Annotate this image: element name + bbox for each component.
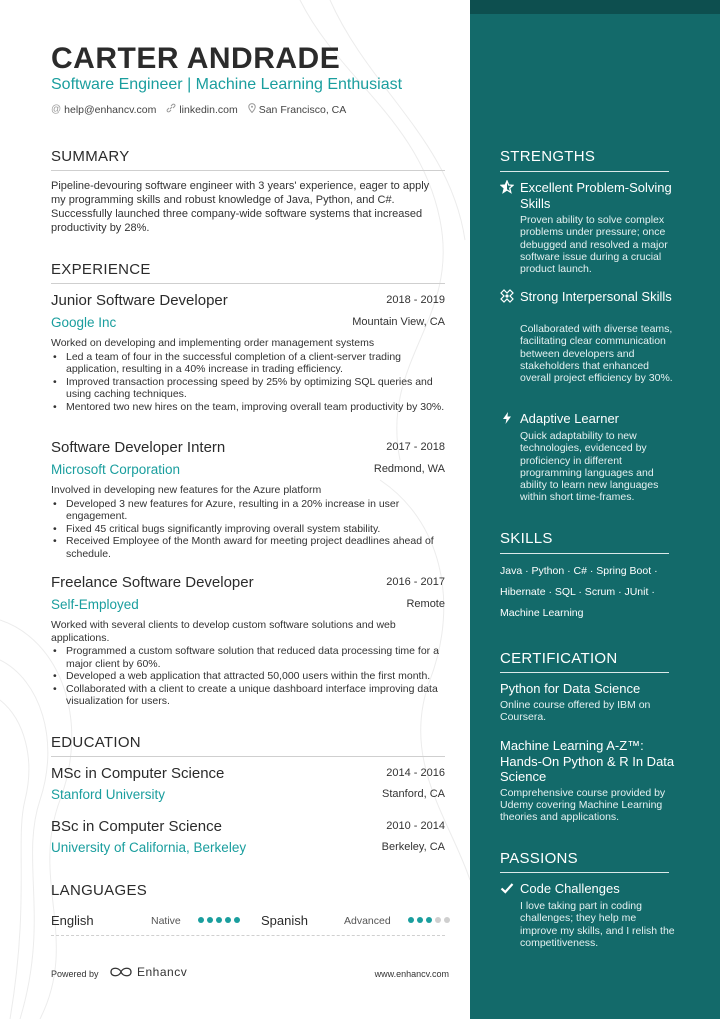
edu-dates: 2014 - 2016 bbox=[386, 767, 445, 779]
job-description bbox=[51, 619, 445, 708]
proficiency-dot-filled bbox=[426, 917, 432, 923]
sidebar-top-band bbox=[470, 0, 720, 14]
proficiency-dot-filled bbox=[216, 917, 222, 923]
job-entry bbox=[51, 574, 445, 707]
certification-title: Machine Learning A-Z™: Hands-On Python & R In Data Science bbox=[500, 738, 675, 784]
job-role: Freelance Software Developer bbox=[51, 574, 254, 591]
language-divider bbox=[51, 935, 445, 936]
job-dates: 2018 - 2019 bbox=[386, 294, 445, 306]
job-bullet: • Collaborated with a client to create a unique dashboard interface improving data visualization for users. bbox=[51, 683, 445, 708]
certification-item bbox=[500, 681, 675, 723]
skills-line: Machine Learning bbox=[500, 607, 584, 619]
enhancv-brand-text: Enhancv bbox=[137, 965, 188, 979]
lightning-icon bbox=[500, 411, 514, 425]
education-divider bbox=[51, 756, 445, 757]
strength-description: Collaborated with diverse teams, facilitating clear communication between developers and stakeholders that enhanced overall project efficiency by 30%. bbox=[520, 323, 673, 385]
proficiency-dot-filled bbox=[225, 917, 231, 923]
job-bullets bbox=[51, 498, 445, 561]
languages-heading: LANGUAGES bbox=[51, 882, 148, 899]
job-summary: Involved in developing new features for the Azure platform bbox=[51, 484, 322, 496]
job-company: Microsoft Corporation bbox=[51, 462, 181, 477]
job-bullet: • Developed 3 new features for Azure, resulting in a 20% increase in user engagement. bbox=[51, 498, 445, 523]
proficiency-dot-empty bbox=[435, 917, 441, 923]
contact-info bbox=[51, 103, 346, 116]
footer-url[interactable]: www.enhancv.com bbox=[374, 969, 449, 979]
certification-item bbox=[500, 738, 675, 823]
job-bullet: • Mentored two new hires on the team, improving overall team productivity by 30%. bbox=[51, 401, 445, 414]
job-location: Redmond, WA bbox=[373, 463, 445, 475]
job-bullet: • Improved transaction processing speed by 25% by optimizing SQL queries and using caching techniques. bbox=[51, 376, 445, 401]
passions-heading: PASSIONS bbox=[500, 850, 578, 867]
certification-title: Python for Data Science bbox=[500, 681, 641, 696]
job-role: Junior Software Developer bbox=[51, 292, 228, 309]
strengths-heading: STRENGTHS bbox=[500, 148, 596, 165]
strength-title: Strong Interpersonal Skills bbox=[520, 289, 672, 304]
edu-school: Stanford University bbox=[51, 787, 166, 802]
education-entry bbox=[51, 818, 445, 855]
skills-list bbox=[500, 561, 675, 624]
link-icon bbox=[166, 103, 176, 116]
enhancv-logo[interactable] bbox=[109, 965, 187, 979]
job-bullet: • Developed a web application that attracted 50,000 users within the first month. bbox=[51, 670, 445, 683]
candidate-title: Software Engineer | Machine Learning Enthusiast bbox=[51, 76, 403, 93]
language-proficiency-dots bbox=[198, 917, 240, 923]
at-icon: @ bbox=[51, 104, 62, 115]
edu-school: University of California, Berkeley bbox=[51, 840, 247, 855]
skills-line: Hibernate · SQL · Scrum · JUnit · bbox=[500, 586, 655, 598]
language-proficiency-dots bbox=[408, 917, 450, 923]
job-location: Mountain View, CA bbox=[352, 316, 445, 328]
linkedin-text: linkedin.com bbox=[179, 103, 238, 116]
job-bullet: • Led a team of four in the successful completion of a client-server trading application, resulting in a 40% increase in trading efficiency. bbox=[51, 351, 445, 376]
language-level: Native bbox=[151, 915, 181, 927]
strength-title: Adaptive Learner bbox=[520, 411, 620, 426]
edu-dates: 2010 - 2014 bbox=[386, 820, 445, 832]
job-summary: Worked with several clients to develop custom software solutions and web applications. bbox=[51, 619, 396, 644]
language-name: English bbox=[51, 913, 94, 928]
language-item bbox=[51, 913, 94, 928]
enhancv-logo-icon bbox=[109, 966, 133, 978]
linkedin-contact[interactable] bbox=[166, 103, 237, 116]
job-role: Software Developer Intern bbox=[51, 439, 226, 456]
education-heading: EDUCATION bbox=[51, 734, 141, 751]
summary-divider bbox=[51, 170, 445, 171]
sidebar bbox=[470, 0, 720, 1019]
summary-text: Pipeline-devouring software engineer with 3 years' experience, eager to apply my programming skills and robust knowledge of Java, Python, and C#. Successfully launched three company-wide software systems that increased productivity by 28%. bbox=[51, 180, 430, 234]
passion-title: Code Challenges bbox=[520, 881, 620, 896]
passions-divider bbox=[500, 872, 669, 873]
edu-location: Berkeley, CA bbox=[381, 841, 445, 853]
proficiency-dot-filled bbox=[198, 917, 204, 923]
job-bullet: • Received Employee of the Month award for meeting project deadlines ahead of schedule. bbox=[51, 535, 445, 560]
proficiency-dot-filled bbox=[234, 917, 240, 923]
handshake-icon bbox=[500, 289, 514, 303]
languages-list bbox=[51, 913, 445, 933]
proficiency-dot-empty bbox=[444, 917, 450, 923]
skills-divider bbox=[500, 553, 669, 554]
job-dates: 2016 - 2017 bbox=[386, 576, 445, 588]
job-bullet: • Programmed a custom software solution that reduced data processing time for a major client by 60%. bbox=[51, 645, 445, 670]
certification-description: Online course offered by IBM on Coursera. bbox=[500, 698, 651, 723]
passion-description: I love taking part in coding challenges; they help me improve my skills, and I relish the competitiveness. bbox=[520, 900, 675, 949]
skills-heading: SKILLS bbox=[500, 530, 553, 547]
job-location: Remote bbox=[406, 598, 445, 610]
location-contact bbox=[248, 103, 347, 116]
job-entry bbox=[51, 439, 445, 560]
summary-heading: SUMMARY bbox=[51, 148, 130, 165]
experience-divider bbox=[51, 283, 445, 284]
strength-description: Quick adaptability to new technologies, evidenced by proficiency in different programming languages and ability to learn new languages within short time-frames. bbox=[520, 430, 659, 504]
job-description bbox=[51, 484, 445, 560]
job-dates: 2017 - 2018 bbox=[386, 441, 445, 453]
email-contact[interactable] bbox=[51, 104, 156, 116]
strength-title: Excellent Problem-Solving Skills bbox=[520, 180, 672, 211]
job-bullets bbox=[51, 645, 445, 708]
strengths-divider bbox=[500, 171, 669, 172]
language-level: Advanced bbox=[344, 915, 391, 927]
certification-divider bbox=[500, 672, 669, 673]
education-entry bbox=[51, 765, 445, 802]
experience-heading: EXPERIENCE bbox=[51, 261, 151, 278]
job-company: Self-Employed bbox=[51, 597, 139, 612]
job-bullets bbox=[51, 351, 445, 414]
job-company: Google Inc bbox=[51, 315, 117, 330]
check-icon bbox=[500, 881, 514, 895]
edu-location: Stanford, CA bbox=[382, 788, 445, 800]
strength-description: Proven ability to solve complex problems under pressure; once debugged and resolved a major software issue during a crucial product launch. bbox=[520, 214, 668, 276]
email-text: help@enhancv.com bbox=[64, 103, 157, 116]
language-name: Spanish bbox=[261, 913, 308, 928]
job-description bbox=[51, 337, 445, 413]
job-summary: Worked on developing and implementing order management systems bbox=[51, 337, 375, 349]
certification-heading: CERTIFICATION bbox=[500, 650, 618, 667]
proficiency-dot-filled bbox=[207, 917, 213, 923]
proficiency-dot-filled bbox=[417, 917, 423, 923]
candidate-name: CARTER ANDRADE bbox=[51, 42, 341, 75]
location-text: San Francisco, CA bbox=[258, 103, 347, 116]
star-icon bbox=[500, 180, 514, 194]
proficiency-dot-filled bbox=[408, 917, 414, 923]
skills-line: Java · Python · C# · Spring Boot · bbox=[500, 565, 658, 577]
location-pin-icon bbox=[248, 103, 256, 116]
certification-description: Comprehensive course provided by Udemy covering Machine Learning theories and applications. bbox=[500, 786, 666, 824]
job-bullet: • Fixed 45 critical bugs significantly improving overall system stability. bbox=[51, 523, 445, 536]
powered-by-label: Powered by bbox=[51, 969, 99, 979]
job-entry bbox=[51, 292, 445, 413]
edu-degree: MSc in Computer Science bbox=[51, 765, 225, 782]
language-item bbox=[261, 913, 308, 928]
edu-degree: BSc in Computer Science bbox=[51, 818, 222, 835]
